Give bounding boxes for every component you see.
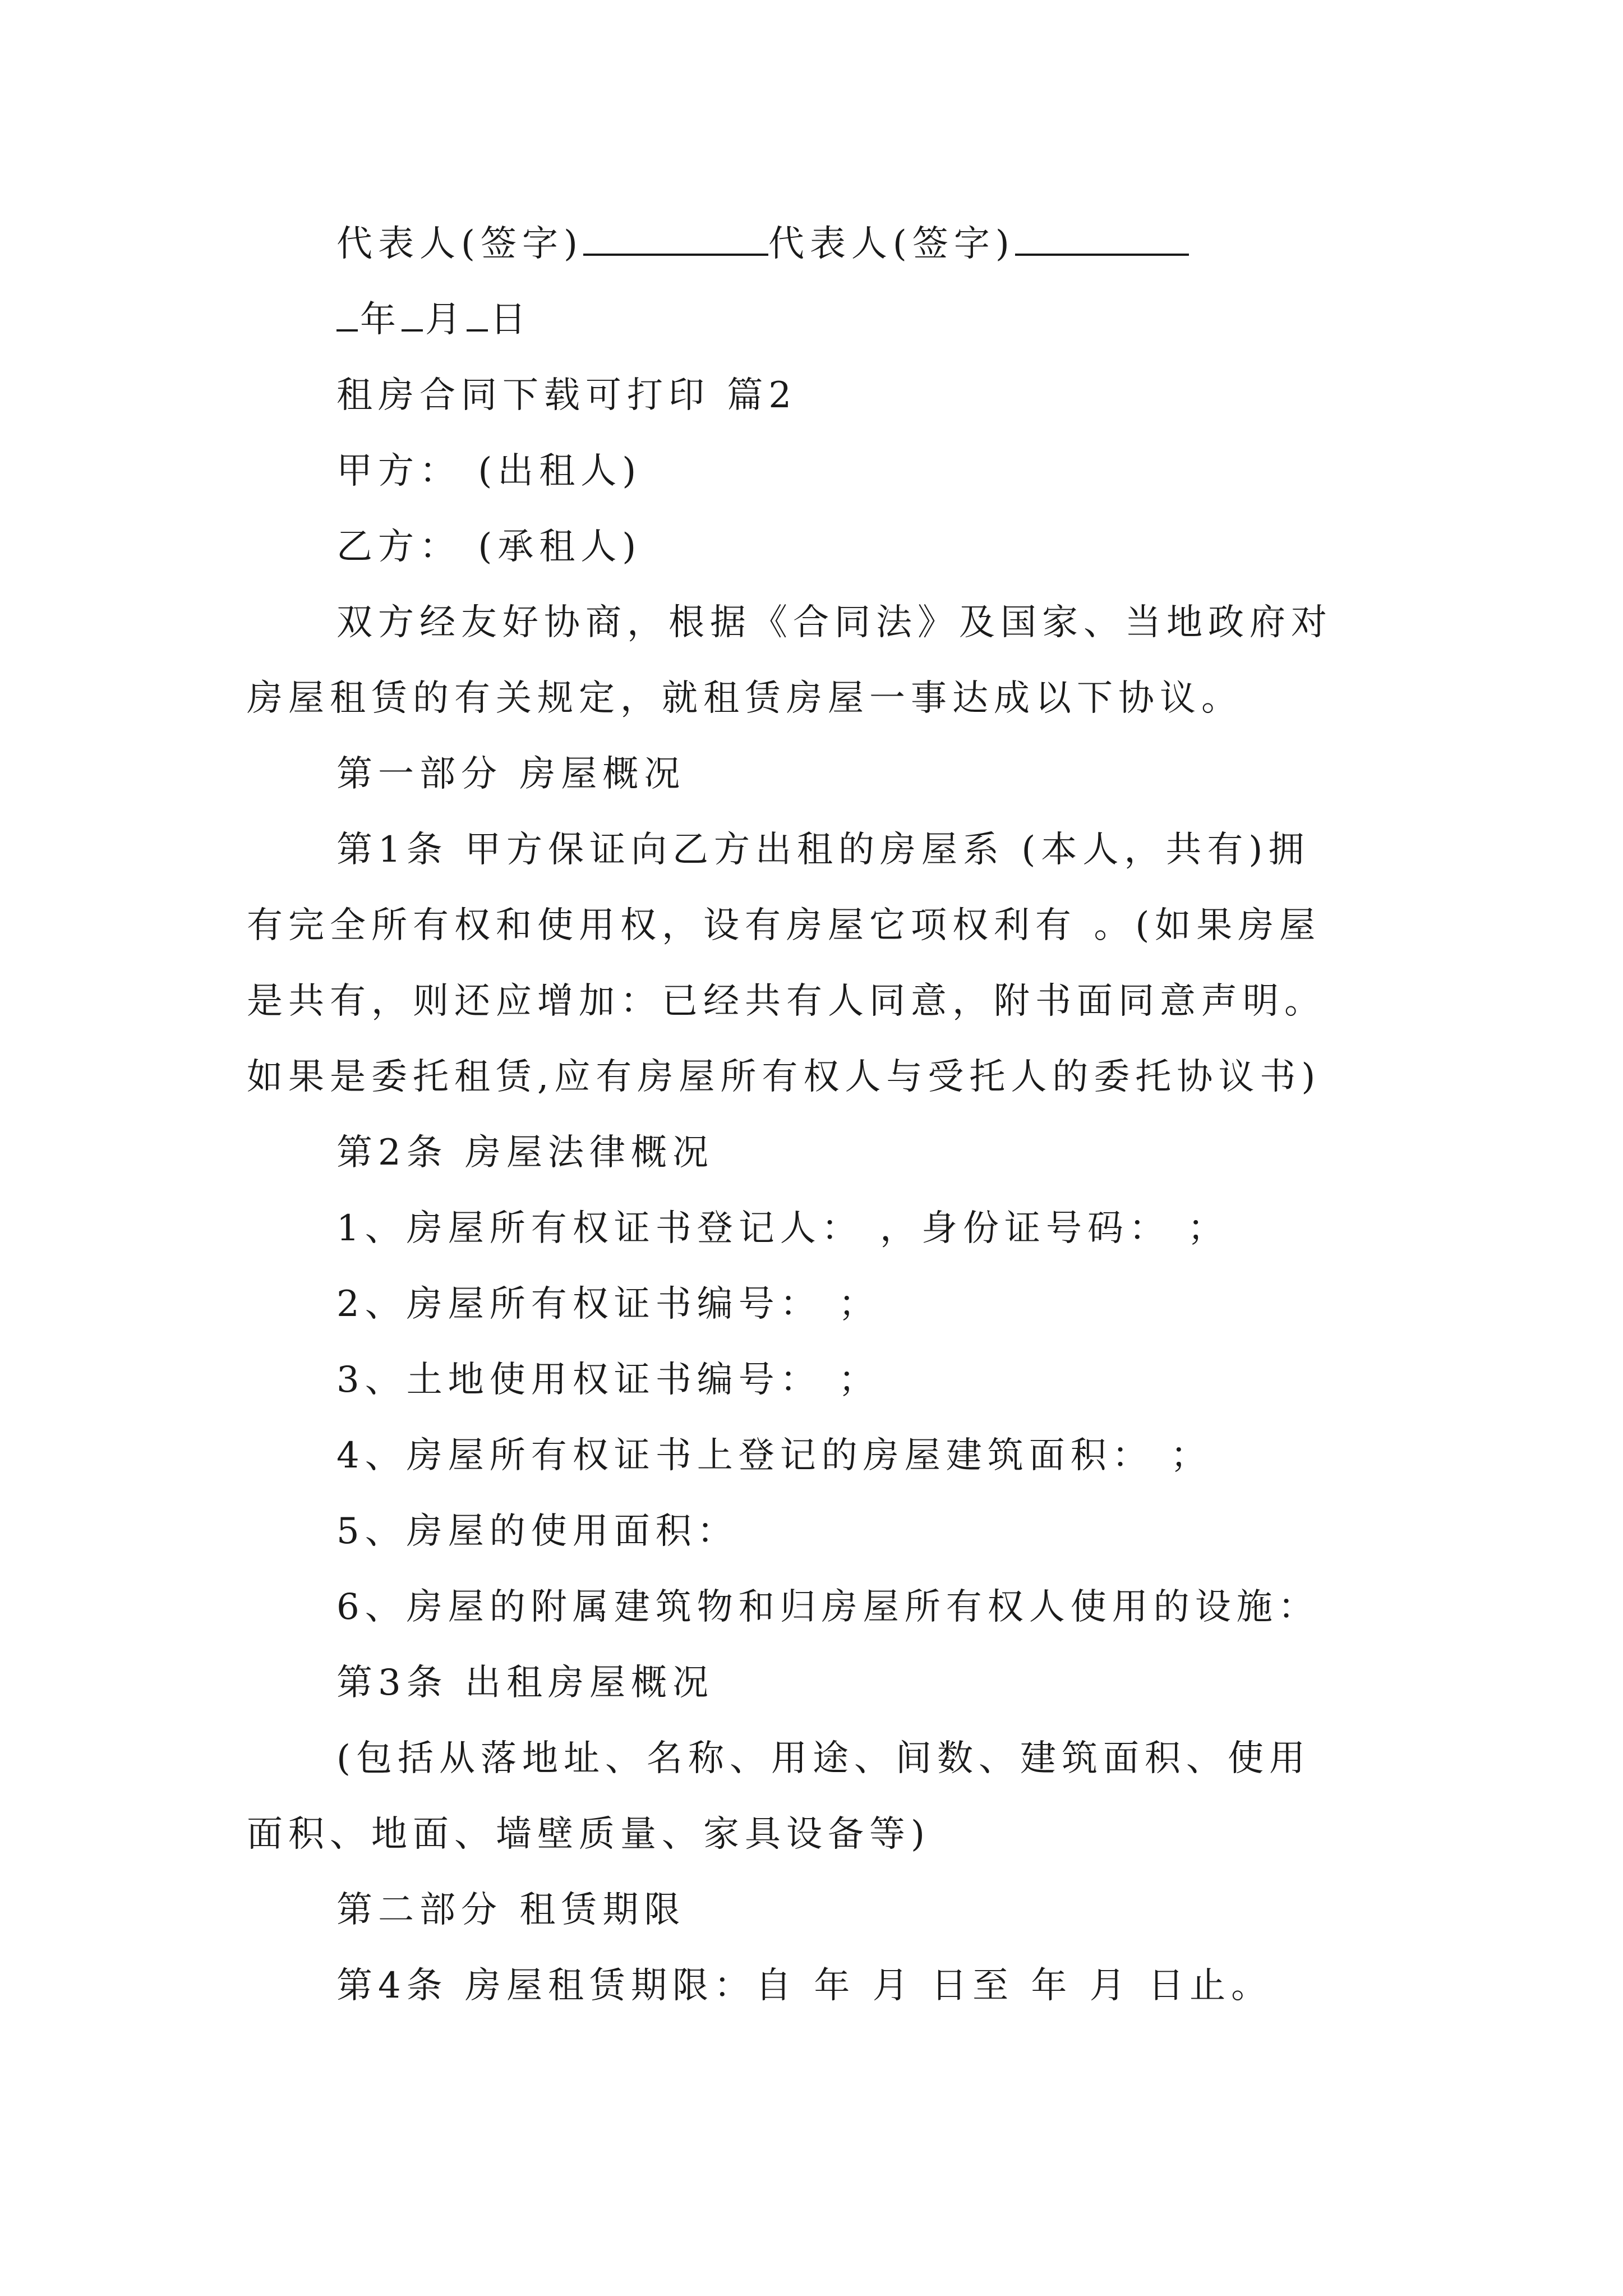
rep-a-blank bbox=[583, 222, 768, 256]
rep-b-label: 代表人(签字) bbox=[768, 223, 1015, 265]
article1-line-1: 第1条 甲方保证向乙方出租的房屋系 (本人，共有)拥 bbox=[336, 829, 1310, 871]
date-line bbox=[336, 297, 532, 342]
article2-item-1: 1、房屋所有权证书登记人： ，身份证号码： ； bbox=[336, 1208, 1229, 1249]
article2-item-6: 6、房屋的附属建筑物和归房屋所有权人使用的设施： bbox=[336, 1586, 1320, 1628]
part1-title: 第一部分 房屋概况 bbox=[336, 753, 686, 795]
article1-line-2: 有完全所有权和使用权，设有房屋它项权利有 。(如果房屋 bbox=[247, 905, 1321, 946]
party-b: 乙方： (承租人) bbox=[336, 526, 642, 568]
article3-line-2: 面积、地面、墙壁质量、家具设备等) bbox=[247, 1814, 930, 1855]
year-label: 年 bbox=[360, 299, 402, 341]
party-a: 甲方： (出租人) bbox=[336, 450, 642, 492]
month-label: 月 bbox=[425, 299, 467, 341]
day-blank bbox=[467, 298, 488, 332]
intro-line-1: 双方经友好协商，根据《合同法》及国家、当地政府对 bbox=[336, 602, 1332, 643]
article2-item-5: 5、房屋的使用面积： bbox=[336, 1511, 739, 1552]
intro-line-2: 房屋租赁的有关规定，就租赁房屋一事达成以下协议。 bbox=[247, 678, 1243, 719]
article1-line-4: 如果是委托租赁,应有房屋所有权人与受托人的委托协议书) bbox=[247, 1056, 1321, 1098]
part2-title: 第二部分 租赁期限 bbox=[336, 1889, 686, 1931]
signature-line bbox=[336, 222, 1189, 266]
article3-line-1: (包括从落地址、名称、用途、间数、建筑面积、使用 bbox=[336, 1738, 1311, 1779]
article2-item-3: 3、土地使用权证书编号： ； bbox=[336, 1359, 880, 1401]
article3-title: 第3条 出租房屋概况 bbox=[336, 1662, 714, 1704]
article2-item-2: 2、房屋所有权证书编号： ； bbox=[336, 1283, 880, 1325]
month-blank bbox=[402, 298, 423, 332]
article4-line: 第4条 房屋租赁期限：自 年 月 日至 年 月 日止。 bbox=[336, 1965, 1273, 2007]
year-blank bbox=[336, 298, 358, 332]
article2-item-4: 4、房屋所有权证书上登记的房屋建筑面积： ； bbox=[336, 1435, 1212, 1476]
rep-b-blank bbox=[1015, 222, 1189, 256]
section-heading: 租房合同下载可打印 篇2 bbox=[336, 375, 797, 416]
article1-line-3: 是共有，则还应增加：已经共有人同意，附书面同意声明。 bbox=[247, 981, 1326, 1022]
rep-a-label: 代表人(签字) bbox=[336, 223, 583, 265]
article2-title: 第2条 房屋法律概况 bbox=[336, 1132, 714, 1174]
day-label: 日 bbox=[490, 299, 532, 341]
